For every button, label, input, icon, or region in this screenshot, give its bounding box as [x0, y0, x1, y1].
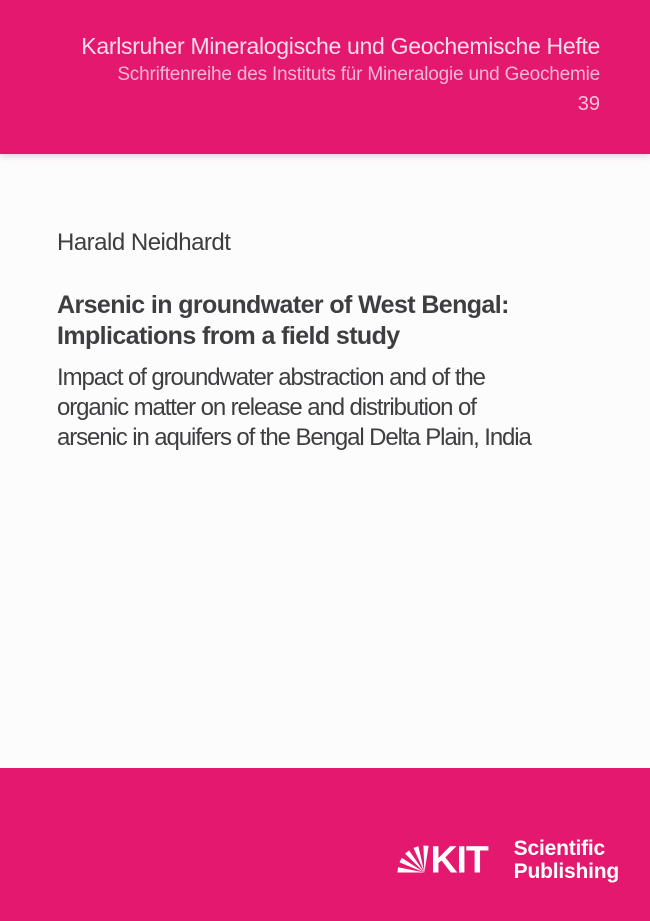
book-subtitle-line-3: arsenic in aquifers of the Bengal Delta Plain, India — [57, 424, 531, 451]
book-title-line-2: Implications from a field study — [57, 322, 400, 350]
cover-main-area — [57, 0, 622, 453]
kit-logo-icon — [396, 845, 492, 873]
kit-fan-icon — [397, 846, 428, 873]
series-subtitle: Schriftenreihe des Instituts für Mineralogie und Geochemie — [117, 64, 600, 85]
author-name: Harald Neidhardt — [57, 229, 231, 256]
publisher-name — [514, 837, 619, 883]
book-title — [57, 290, 622, 352]
publisher-name-line-1: Scientific — [513, 837, 606, 860]
book-title-line-1: Arsenic in groundwater of West Bengal: — [57, 291, 509, 319]
series-title: Karlsruher Mineralogische und Geochemische Hefte — [81, 33, 600, 59]
publisher-name-line-2: Publishing — [513, 860, 619, 883]
kit-logo-text: KIT — [430, 845, 488, 873]
publisher-band — [0, 768, 650, 921]
series-issue-number: 39 — [577, 93, 600, 115]
book-subtitle — [57, 363, 622, 453]
publisher-logo — [396, 837, 619, 883]
book-subtitle-line-1: Impact of groundwater abstraction and of the — [57, 364, 485, 391]
book-subtitle-line-2: organic matter on release and distribution of — [57, 394, 476, 421]
